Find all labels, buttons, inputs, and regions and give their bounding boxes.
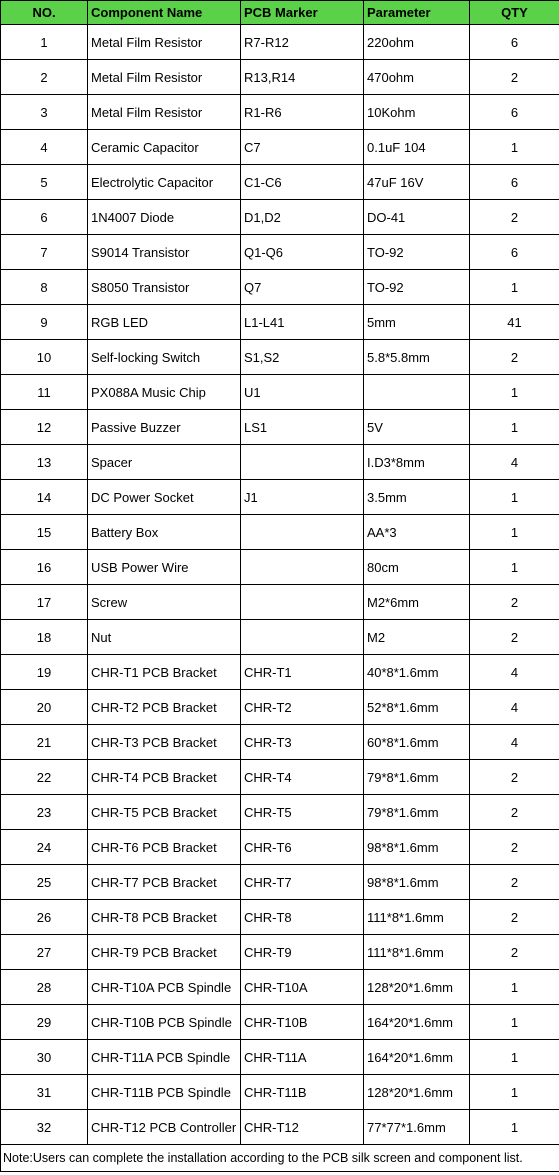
cell-pcb-marker: L1-L41: [241, 305, 364, 340]
cell-pcb-marker: C7: [241, 130, 364, 165]
cell-parameter: M2: [364, 620, 470, 655]
cell-no: 20: [1, 690, 88, 725]
cell-parameter: 220ohm: [364, 25, 470, 60]
table-row: [1, 970, 559, 1005]
cell-no: 14: [1, 480, 88, 515]
cell-pcb-marker: D1,D2: [241, 200, 364, 235]
cell-component-name: S8050 Transistor: [88, 270, 241, 305]
cell-parameter: M2*6mm: [364, 585, 470, 620]
cell-component-name: Self-locking Switch: [88, 340, 241, 375]
cell-no: 29: [1, 1005, 88, 1040]
cell-pcb-marker: CHR-T12: [241, 1110, 364, 1145]
cell-no: 5: [1, 165, 88, 200]
cell-component-name: Battery Box: [88, 515, 241, 550]
cell-qty: 1: [470, 270, 559, 305]
cell-qty: 1: [470, 410, 559, 445]
cell-parameter: 128*20*1.6mm: [364, 970, 470, 1005]
cell-component-name: Spacer: [88, 445, 241, 480]
cell-qty: 6: [470, 95, 559, 130]
table-row: [1, 375, 559, 410]
cell-qty: 1: [470, 130, 559, 165]
cell-component-name: CHR-T11B PCB Spindle: [88, 1075, 241, 1110]
cell-component-name: CHR-T5 PCB Bracket: [88, 795, 241, 830]
table-row: [1, 25, 559, 60]
cell-pcb-marker: CHR-T2: [241, 690, 364, 725]
cell-pcb-marker: C1-C6: [241, 165, 364, 200]
cell-no: 25: [1, 865, 88, 900]
cell-parameter: 40*8*1.6mm: [364, 655, 470, 690]
cell-pcb-marker: CHR-T10A: [241, 970, 364, 1005]
cell-no: 31: [1, 1075, 88, 1110]
cell-qty: 2: [470, 935, 559, 970]
cell-qty: 4: [470, 655, 559, 690]
cell-component-name: Nut: [88, 620, 241, 655]
table-row: [1, 235, 559, 270]
cell-no: 6: [1, 200, 88, 235]
table-row: [1, 305, 559, 340]
cell-qty: 1: [470, 550, 559, 585]
cell-pcb-marker: [241, 515, 364, 550]
cell-component-name: USB Power Wire: [88, 550, 241, 585]
cell-pcb-marker: CHR-T11B: [241, 1075, 364, 1110]
table-row: [1, 410, 559, 445]
header-pcb-marker: PCB Marker: [241, 1, 364, 25]
header-qty: QTY: [470, 1, 559, 25]
cell-pcb-marker: U1: [241, 375, 364, 410]
note-text: Note:Users can complete the installation according to the PCB silk screen and component list.: [1, 1145, 559, 1172]
table-row: [1, 690, 559, 725]
note-row: [1, 1145, 559, 1172]
cell-pcb-marker: Q7: [241, 270, 364, 305]
cell-qty: 6: [470, 235, 559, 270]
cell-no: 3: [1, 95, 88, 130]
cell-qty: 2: [470, 795, 559, 830]
table-row: [1, 95, 559, 130]
table-row: [1, 480, 559, 515]
table-row: [1, 1110, 559, 1145]
cell-qty: 2: [470, 900, 559, 935]
cell-qty: 2: [470, 340, 559, 375]
cell-no: 19: [1, 655, 88, 690]
cell-pcb-marker: R13,R14: [241, 60, 364, 95]
cell-no: 12: [1, 410, 88, 445]
table-row: [1, 795, 559, 830]
cell-qty: 2: [470, 60, 559, 95]
cell-parameter: 5mm: [364, 305, 470, 340]
cell-component-name: Passive Buzzer: [88, 410, 241, 445]
header-no: NO.: [1, 1, 88, 25]
cell-no: 28: [1, 970, 88, 1005]
cell-no: 13: [1, 445, 88, 480]
cell-component-name: CHR-T7 PCB Bracket: [88, 865, 241, 900]
cell-parameter: 470ohm: [364, 60, 470, 95]
table-row: [1, 1005, 559, 1040]
cell-pcb-marker: CHR-T5: [241, 795, 364, 830]
cell-parameter: 77*77*1.6mm: [364, 1110, 470, 1145]
header-component-name: Component Name: [88, 1, 241, 25]
cell-parameter: 79*8*1.6mm: [364, 760, 470, 795]
cell-qty: 41: [470, 305, 559, 340]
header-parameter: Parameter: [364, 1, 470, 25]
cell-parameter: 98*8*1.6mm: [364, 830, 470, 865]
cell-parameter: 79*8*1.6mm: [364, 795, 470, 830]
cell-pcb-marker: LS1: [241, 410, 364, 445]
table-row: [1, 165, 559, 200]
cell-component-name: Screw: [88, 585, 241, 620]
cell-parameter: 47uF 16V: [364, 165, 470, 200]
cell-qty: 2: [470, 865, 559, 900]
table-row: [1, 550, 559, 585]
cell-pcb-marker: CHR-T3: [241, 725, 364, 760]
cell-no: 4: [1, 130, 88, 165]
cell-component-name: CHR-T1 PCB Bracket: [88, 655, 241, 690]
cell-parameter: 10Kohm: [364, 95, 470, 130]
cell-parameter: DO-41: [364, 200, 470, 235]
cell-parameter: 164*20*1.6mm: [364, 1005, 470, 1040]
cell-component-name: Electrolytic Capacitor: [88, 165, 241, 200]
cell-parameter: 80cm: [364, 550, 470, 585]
cell-pcb-marker: S1,S2: [241, 340, 364, 375]
cell-component-name: CHR-T10B PCB Spindle: [88, 1005, 241, 1040]
table-row: [1, 655, 559, 690]
table-row: [1, 200, 559, 235]
cell-pcb-marker: Q1-Q6: [241, 235, 364, 270]
cell-component-name: Metal Film Resistor: [88, 95, 241, 130]
cell-pcb-marker: CHR-T6: [241, 830, 364, 865]
cell-no: 32: [1, 1110, 88, 1145]
cell-no: 2: [1, 60, 88, 95]
cell-parameter: TO-92: [364, 235, 470, 270]
cell-no: 11: [1, 375, 88, 410]
cell-no: 22: [1, 760, 88, 795]
cell-parameter: I.D3*8mm: [364, 445, 470, 480]
cell-parameter: 111*8*1.6mm: [364, 935, 470, 970]
cell-no: 10: [1, 340, 88, 375]
cell-no: 27: [1, 935, 88, 970]
table-row: [1, 270, 559, 305]
cell-component-name: Metal Film Resistor: [88, 25, 241, 60]
cell-parameter: 5.8*5.8mm: [364, 340, 470, 375]
table-row: [1, 830, 559, 865]
cell-component-name: 1N4007 Diode: [88, 200, 241, 235]
table-row: [1, 900, 559, 935]
cell-component-name: CHR-T3 PCB Bracket: [88, 725, 241, 760]
cell-pcb-marker: CHR-T4: [241, 760, 364, 795]
table-row: [1, 1040, 559, 1075]
cell-component-name: Metal Film Resistor: [88, 60, 241, 95]
cell-no: 16: [1, 550, 88, 585]
table-row: [1, 60, 559, 95]
cell-pcb-marker: R1-R6: [241, 95, 364, 130]
cell-pcb-marker: CHR-T9: [241, 935, 364, 970]
cell-parameter: 164*20*1.6mm: [364, 1040, 470, 1075]
cell-component-name: CHR-T8 PCB Bracket: [88, 900, 241, 935]
cell-qty: 1: [470, 1005, 559, 1040]
cell-pcb-marker: CHR-T7: [241, 865, 364, 900]
cell-no: 9: [1, 305, 88, 340]
cell-pcb-marker: CHR-T10B: [241, 1005, 364, 1040]
cell-no: 30: [1, 1040, 88, 1075]
cell-parameter: [364, 375, 470, 410]
cell-parameter: 3.5mm: [364, 480, 470, 515]
cell-no: 15: [1, 515, 88, 550]
cell-component-name: DC Power Socket: [88, 480, 241, 515]
table-row: [1, 340, 559, 375]
cell-no: 23: [1, 795, 88, 830]
cell-qty: 2: [470, 620, 559, 655]
cell-qty: 1: [470, 375, 559, 410]
cell-parameter: 0.1uF 104: [364, 130, 470, 165]
cell-no: 1: [1, 25, 88, 60]
cell-no: 24: [1, 830, 88, 865]
cell-qty: 4: [470, 445, 559, 480]
cell-no: 7: [1, 235, 88, 270]
cell-parameter: 111*8*1.6mm: [364, 900, 470, 935]
cell-component-name: CHR-T11A PCB Spindle: [88, 1040, 241, 1075]
table-row: [1, 445, 559, 480]
cell-component-name: S9014 Transistor: [88, 235, 241, 270]
cell-no: 26: [1, 900, 88, 935]
cell-parameter: 52*8*1.6mm: [364, 690, 470, 725]
cell-qty: 1: [470, 480, 559, 515]
cell-parameter: TO-92: [364, 270, 470, 305]
cell-pcb-marker: [241, 620, 364, 655]
cell-qty: 2: [470, 760, 559, 795]
cell-pcb-marker: J1: [241, 480, 364, 515]
cell-no: 8: [1, 270, 88, 305]
cell-component-name: PX088A Music Chip: [88, 375, 241, 410]
cell-qty: 1: [470, 1040, 559, 1075]
cell-component-name: CHR-T9 PCB Bracket: [88, 935, 241, 970]
table-header-row: [1, 1, 559, 25]
cell-pcb-marker: CHR-T8: [241, 900, 364, 935]
cell-pcb-marker: [241, 585, 364, 620]
table-row: [1, 935, 559, 970]
table-row: [1, 585, 559, 620]
cell-pcb-marker: [241, 550, 364, 585]
cell-qty: 1: [470, 515, 559, 550]
cell-component-name: Ceramic Capacitor: [88, 130, 241, 165]
table-row: [1, 865, 559, 900]
cell-qty: 1: [470, 970, 559, 1005]
cell-no: 18: [1, 620, 88, 655]
cell-pcb-marker: R7-R12: [241, 25, 364, 60]
cell-component-name: CHR-T10A PCB Spindle: [88, 970, 241, 1005]
cell-qty: 2: [470, 830, 559, 865]
table-row: [1, 1075, 559, 1110]
cell-parameter: 60*8*1.6mm: [364, 725, 470, 760]
cell-qty: 6: [470, 25, 559, 60]
cell-component-name: CHR-T2 PCB Bracket: [88, 690, 241, 725]
cell-qty: 6: [470, 165, 559, 200]
cell-component-name: RGB LED: [88, 305, 241, 340]
cell-parameter: 5V: [364, 410, 470, 445]
table-row: [1, 620, 559, 655]
cell-parameter: 98*8*1.6mm: [364, 865, 470, 900]
cell-qty: 4: [470, 725, 559, 760]
cell-pcb-marker: CHR-T1: [241, 655, 364, 690]
cell-component-name: CHR-T12 PCB Controller: [88, 1110, 241, 1145]
cell-component-name: CHR-T4 PCB Bracket: [88, 760, 241, 795]
cell-parameter: AA*3: [364, 515, 470, 550]
table-row: [1, 130, 559, 165]
cell-parameter: 128*20*1.6mm: [364, 1075, 470, 1110]
cell-no: 17: [1, 585, 88, 620]
cell-qty: 2: [470, 585, 559, 620]
table-row: [1, 515, 559, 550]
cell-qty: 2: [470, 200, 559, 235]
cell-pcb-marker: CHR-T11A: [241, 1040, 364, 1075]
cell-component-name: CHR-T6 PCB Bracket: [88, 830, 241, 865]
table-row: [1, 760, 559, 795]
cell-pcb-marker: [241, 445, 364, 480]
cell-qty: 1: [470, 1110, 559, 1145]
cell-qty: 4: [470, 690, 559, 725]
table-row: [1, 725, 559, 760]
cell-qty: 1: [470, 1075, 559, 1110]
cell-no: 21: [1, 725, 88, 760]
